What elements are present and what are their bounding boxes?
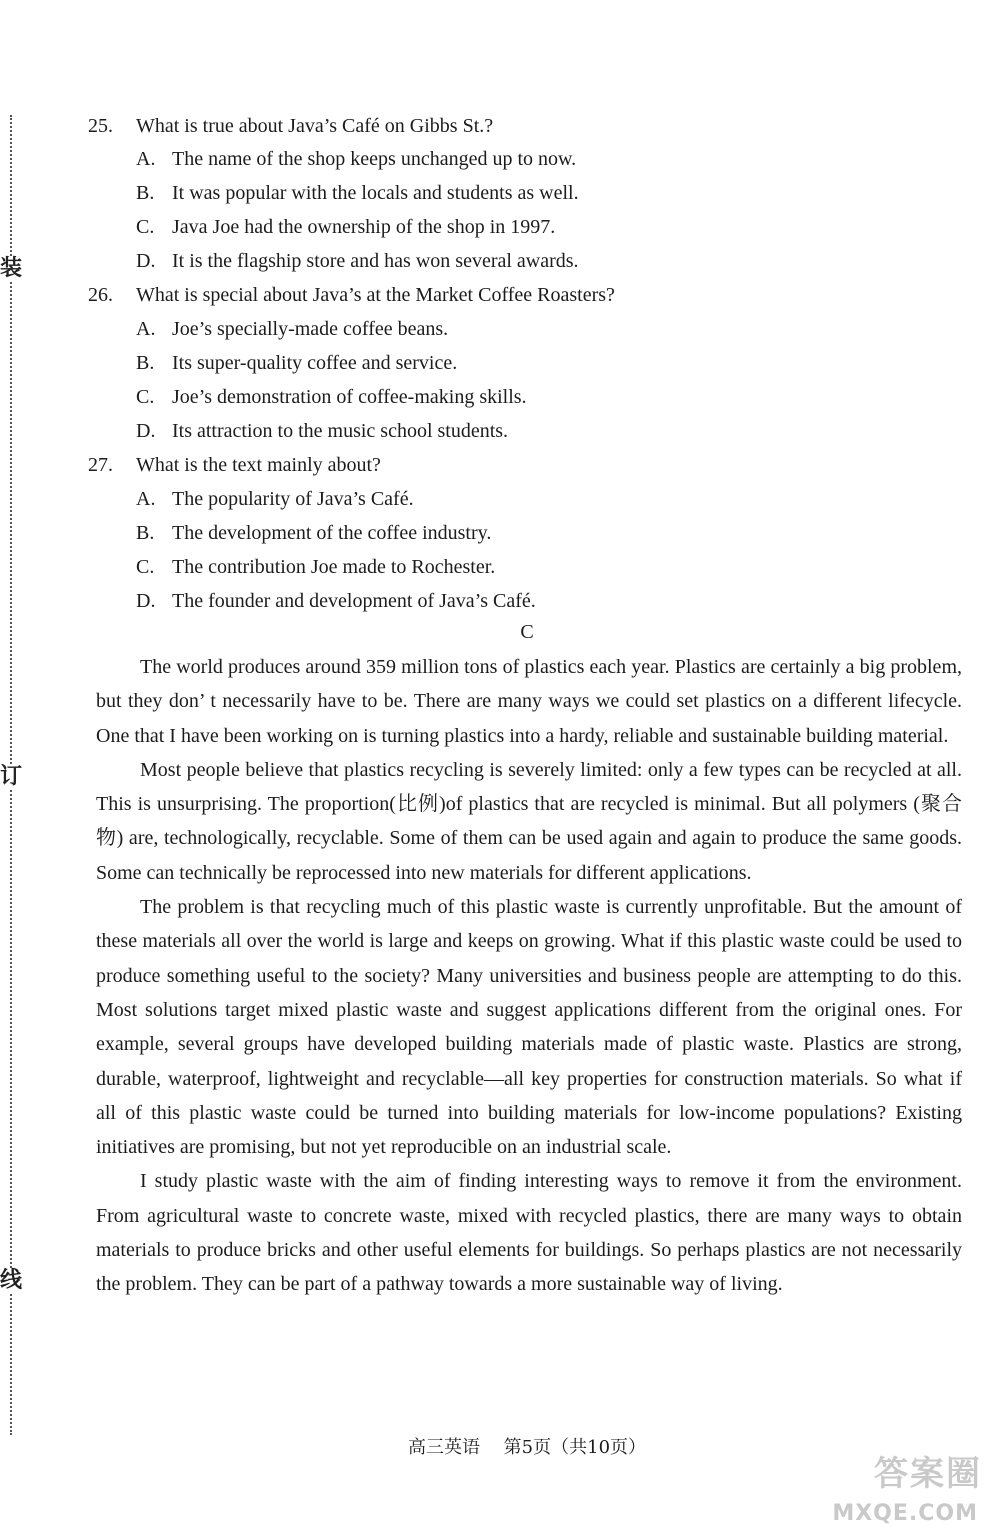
question-27-option-d (136, 589, 536, 613)
option-text: Joe’s specially-made coffee beans. (172, 318, 449, 340)
section-heading: C (520, 621, 534, 643)
question-25-option-c (136, 215, 555, 239)
option-letter: B. (136, 522, 155, 544)
option-letter: A. (136, 148, 156, 170)
option-letter: C. (136, 216, 155, 238)
option-letter: B. (136, 182, 155, 204)
passage-paragraph: I study plastic waste with the aim of finding interesting ways to remove it from the environment. From agricultural waste to concrete waste, mixed with recycled plastics, there are many ways to obtain materials to produce bricks and other useful elements for buildings. So perhaps plastics are not necessarily the problem. They can be part of a pathway towards a more sustainable way of living. (96, 1170, 962, 1296)
option-letter: D. (136, 250, 156, 272)
passage-paragraph: The problem is that recycling much of this plastic waste is currently unprofitable. But the amount of these materials all over the world is large and keeps on growing. What if this plastic waste could be used to produce something useful to the society? Many universities and business people are attempting to do this. Most solutions target mixed plastic waste and suggest applications different from the original ones. For example, several groups have developed building materials made of plastic waste. Plastics are strong, durable, waterproof, lightweight and recyclable—all key properties for construction materials. So what if all of this plastic waste could be turned into building materials for low-income populations? Existing initiatives are promising, but not yet reproducible on an industrial scale. (96, 896, 962, 1159)
question-27-option-b (136, 521, 491, 545)
reading-passage (96, 650, 962, 1302)
option-letter: C. (136, 386, 155, 408)
question-number: 27. (88, 454, 113, 476)
question-25-option-a (136, 147, 576, 171)
option-text: Its super-quality coffee and service. (172, 352, 458, 374)
option-text: The name of the shop keeps unchanged up to now. (172, 148, 577, 170)
page-footer: 高三英语 第5页（共10页） (407, 1437, 647, 1458)
question-26-option-b (136, 351, 457, 375)
question-26-option-c (136, 385, 527, 409)
question-25-option-d (136, 249, 579, 273)
question-25 (88, 114, 493, 138)
option-text: The founder and development of Java’s Café. (172, 590, 536, 612)
question-stem: What is special about Java’s at the Market Coffee Roasters? (136, 284, 615, 306)
option-letter: D. (136, 420, 156, 442)
question-26 (88, 283, 615, 307)
option-text: Joe’s demonstration of coffee-making skills. (172, 386, 527, 408)
option-letter: A. (136, 488, 156, 510)
question-number: 25. (88, 115, 113, 137)
question-26-option-a (136, 317, 448, 341)
option-letter: A. (136, 318, 156, 340)
question-25-option-b (136, 181, 579, 205)
option-text: Its attraction to the music school students. (172, 420, 509, 442)
option-text: Java Joe had the ownership of the shop in 1997. (172, 216, 556, 238)
option-text: It is the flagship store and has won several awards. (172, 250, 579, 272)
option-text: The popularity of Java’s Café. (172, 488, 414, 510)
binding-char-xian: 线 (0, 1268, 23, 1293)
watermark-logo-url: MXQE.COM (832, 1501, 978, 1526)
option-text: It was popular with the locals and students as well. (172, 182, 579, 204)
passage-paragraph: Most people believe that plastics recycling is severely limited: only a few types can be recycled at all. This is unsurprising. The proportion(比例)of plastics that are recycled is minimal. But all polymers (聚合物) are, technologically, recyclable. Some of them can be used again and again to produce the same goods. Some can technically be reprocessed into new materials for different applications. (96, 758, 962, 884)
option-text: The development of the coffee industry. (172, 522, 492, 544)
watermark-logo-text: 答案圈 (874, 1454, 982, 1494)
question-26-option-d (136, 419, 508, 443)
option-letter: D. (136, 590, 156, 612)
passage-paragraph: The world produces around 359 million tons of plastics each year. Plastics are certainly a big problem, but they don’ t necessarily have to be. There are many ways we could set plastics on a different lifecycle. One that I have been working on is turning plastics into a hardy, reliable and sustainable building material. (96, 656, 962, 747)
binding-char-zhuang: 装 (0, 256, 23, 281)
question-stem: What is true about Java’s Café on Gibbs St.? (136, 115, 494, 137)
option-text: The contribution Joe made to Rochester. (172, 556, 496, 578)
binding-char-ding: 订 (0, 764, 23, 789)
question-27-option-a (136, 487, 414, 511)
watermark-logo (832, 1446, 992, 1526)
option-letter: B. (136, 352, 155, 374)
question-27 (88, 453, 381, 477)
option-letter: C. (136, 556, 155, 578)
question-27-option-c (136, 555, 495, 579)
question-number: 26. (88, 284, 113, 306)
question-stem: What is the text mainly about? (136, 454, 381, 476)
